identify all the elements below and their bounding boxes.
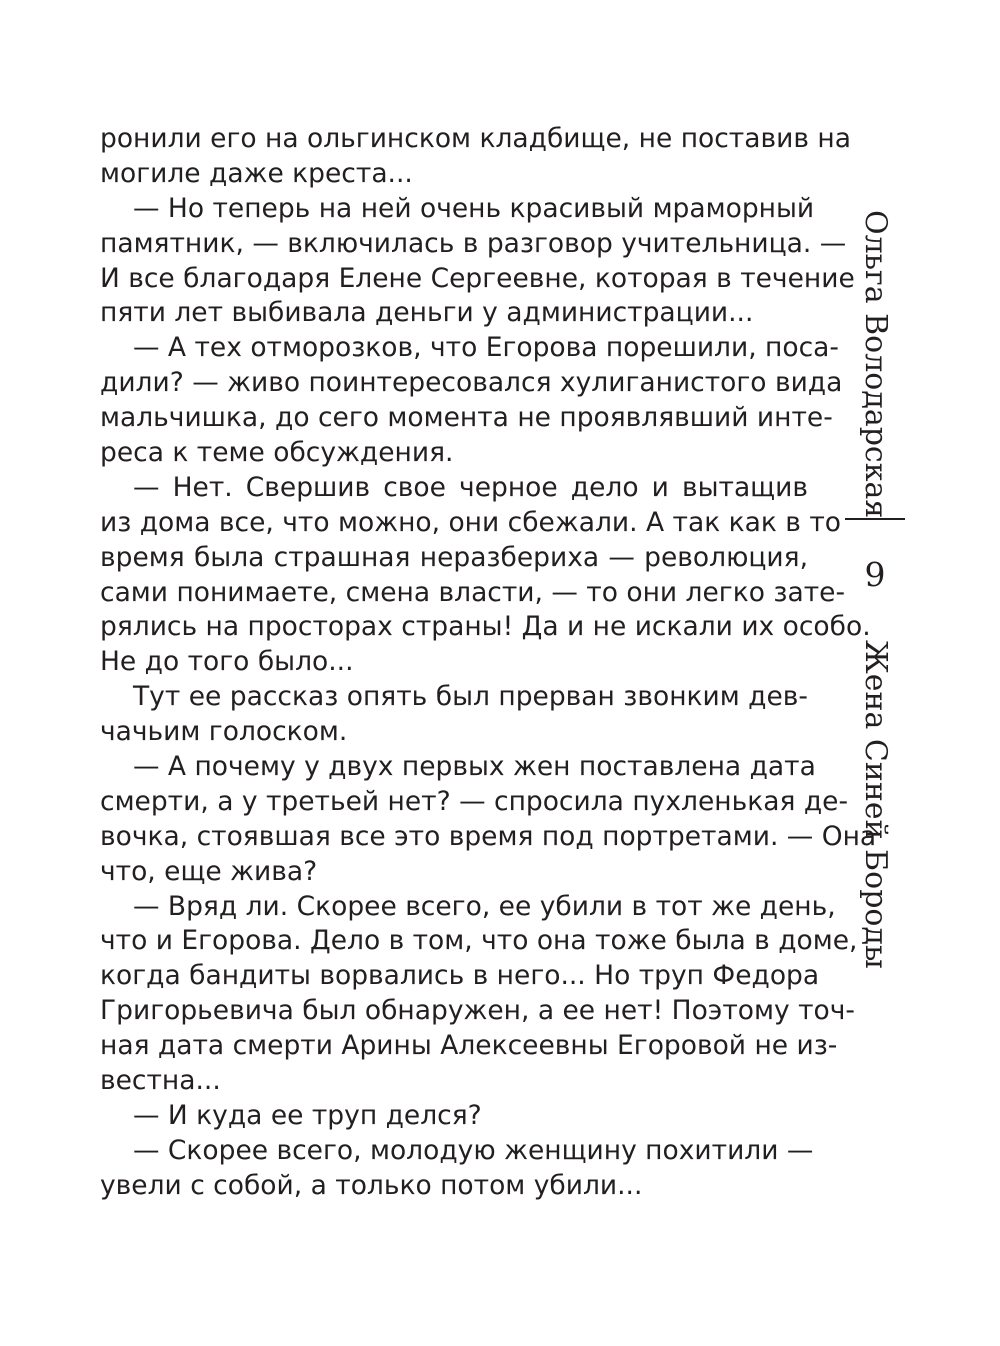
text-line: — И куда ее труп делся? [133, 1099, 482, 1131]
text-line: что, еще жива? [100, 855, 318, 887]
text-line: памятник, — включилась в разговор учительница. — [100, 227, 847, 259]
text-line: вочка, стоявшая все это время под портретами. — Она [100, 820, 877, 852]
text-line: ная дата смерти Арины Алексеевны Егоровой не из- [100, 1030, 838, 1062]
text-line: мальчишка, до сего момента не проявлявший инте- [100, 402, 833, 434]
text-line: пяти лет выбивала деньги у администрации... [100, 297, 754, 329]
text-line: сами понимаете, смена власти, — то они легко зате- [100, 576, 846, 608]
text-line: — А почему у двух первых жен поставлена дата [133, 751, 816, 783]
text-line: Григорьевича был обнаружен, а ее нет! Поэтому точ- [100, 995, 855, 1027]
running-head [845, 210, 905, 969]
text-line: смерти, а у третьей нет? — спросила пухленькая де- [100, 785, 849, 817]
text-line: реса к теме обсуждения. [100, 437, 454, 469]
text-line: — Скорее всего, молодую женщину похитили — [133, 1134, 814, 1166]
text-line: время была страшная неразбериха — революция, [100, 541, 808, 573]
text-line: чачьим голоском. [100, 716, 348, 748]
author-name: Ольга Володарская [858, 210, 893, 519]
page-number: 9 [864, 555, 886, 594]
text-line: увели с собой, а только потом убили... [100, 1169, 643, 1201]
separator-rule [845, 518, 905, 520]
text-line: вестна... [100, 1065, 221, 1097]
text-line: что и Егорова. Дело в том, что она тоже была в доме, [100, 925, 858, 957]
text-line: ронили его на ольгинском кладбище, не поставив на [100, 123, 851, 154]
text-line: — Но теперь на ней очень красивый мраморный [133, 192, 815, 224]
text-line: — А тех отморозков, что Егорова порешили, поса- [133, 332, 839, 364]
text-line: Тут ее рассказ опять был прерван звонким дев- [133, 681, 808, 713]
text-line: из дома все, что можно, они сбежали. А так как в то [100, 506, 842, 538]
book-title: Жена Синей Бороды [858, 640, 893, 969]
text-line: Не до того было... [100, 646, 354, 678]
text-line: могиле даже креста... [100, 157, 413, 189]
text-line: И все благодаря Елене Сергеевне, которая в течение [100, 262, 855, 294]
text-line: — Вряд ли. Скорее всего, ее убили в тот же день, [133, 890, 836, 922]
text-line: дили? — живо поинтересовался хулиганистого вида [100, 367, 843, 399]
text-line: — Нет. Свершив свое черное дело и вытащив [133, 471, 808, 503]
text-line: рялись на просторах страны! Да и не искали их особо. [100, 611, 871, 643]
text-line: когда бандиты ворвались в него... Но труп Федора [100, 960, 820, 992]
